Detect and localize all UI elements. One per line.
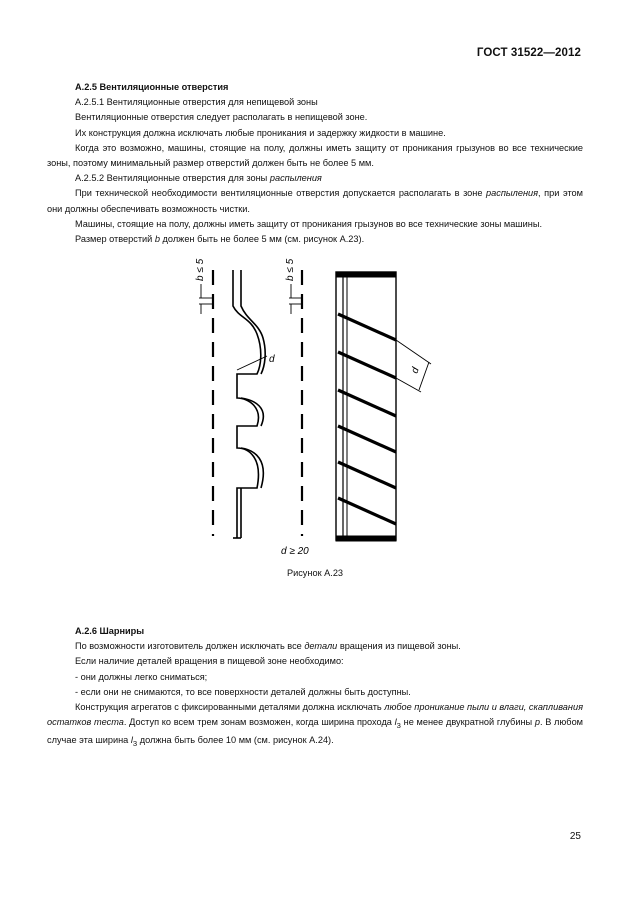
label-d-left: d	[269, 354, 275, 365]
paragraph: Когда это возможно, машины, стоящие на полу, должны иметь защиту от проникания грызунов во все технические зоны, поэтому минимальный размер отверстий должен быть не более 5 мм.	[47, 142, 583, 169]
section-hinges	[47, 624, 583, 751]
dim-line-d-right	[396, 378, 421, 392]
paragraph: - они должны легко сниматься;	[75, 671, 208, 682]
paragraph: А.2.5.1 Вентиляционные отверстия для непищевой зоны	[75, 97, 318, 108]
paragraph: Их конструкция должна исключать любые проникания и задержку жидкости в машине.	[75, 127, 446, 138]
paragraph: Если наличие деталей вращения в пищевой зоне необходимо:	[75, 656, 344, 667]
paragraph: По возможности изготовитель должен исключать все детали вращения из пищевой зоны.	[75, 641, 461, 652]
label-b-left: b ≤ 5	[195, 258, 206, 281]
label-b-right: b ≤ 5	[285, 258, 296, 281]
dim-line-d-right	[419, 362, 429, 390]
panel-bottom-bar	[336, 536, 396, 541]
figure-ventilation-openings	[185, 248, 445, 560]
paragraph: При технической необходимости вентиляционные отверстия допускается располагать в зоне распыления, при этом они должны обеспечивать возможность чистки.	[47, 188, 583, 214]
paragraph: Размер отверстий b должен быть не более 5 мм (см. рисунок А.23).	[75, 234, 365, 245]
label-d-min: d ≥ 20	[281, 546, 309, 557]
section-heading: А.2.6 Шарниры	[75, 626, 145, 636]
panel-top-bar	[336, 272, 396, 277]
ventilation-diagram	[185, 248, 445, 560]
section-heading: А.2.5 Вентиляционные отверстия	[75, 82, 229, 92]
page-number: 25	[569, 831, 581, 842]
label-d-right: d	[409, 366, 422, 376]
paragraph: Вентиляционные отверстия следует располагать в непищевой зоне.	[75, 112, 368, 123]
section-ventilation	[47, 80, 583, 247]
paragraph: - если они не снимаются, то все поверхности деталей должны быть доступны.	[75, 686, 411, 697]
dim-line-d-left	[237, 356, 267, 370]
dim-line-d-right	[396, 340, 431, 364]
paragraph: А.2.5.2 Вентиляционные отверстия для зоны распыления	[75, 173, 322, 184]
right-panel-drawing	[289, 270, 431, 541]
standard-number: ГОСТ 31522—2012	[476, 47, 581, 59]
paragraph: Машины, стоящие на полу, должны иметь защиту от проникания грызунов во все технические зоны машины.	[75, 218, 543, 229]
left-profile-drawing	[199, 270, 267, 538]
figure-caption: Рисунок А.23	[286, 568, 344, 578]
paragraph: Конструкция агрегатов с фиксированными деталями должна исключать любое проникание пыли и влаги, скапливания остатков теста. Доступ ко всем трем зонам возможен, когда ширина прохода $l_3$ не менее двукратной глубины p. В любом случае эта ширина $l_3$ должна быть более 10 мм (см. рисунок А.24).	[47, 702, 583, 749]
